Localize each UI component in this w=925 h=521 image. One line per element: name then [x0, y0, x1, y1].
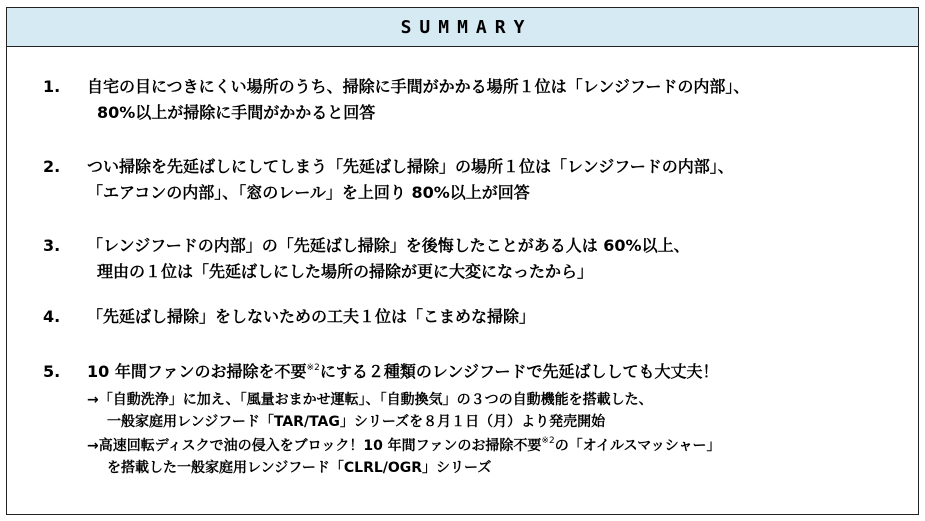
- summary-header: [7, 8, 918, 47]
- summary-item-4: [7, 304, 918, 332]
- summary-box: [6, 7, 919, 515]
- item-text-line1: つい掃除を先延ばしにしてしまう「先延ばし掃除」の場所１位は「レンジフードの内部」、: [87, 157, 734, 176]
- summary-title: SUMMARY: [400, 16, 533, 38]
- item-text-line1: 自宅の目につきにくい場所のうち、掃除に手間がかかる場所１位は「レンジフードの内部」、: [87, 77, 750, 96]
- footnote-marker: ※2: [306, 363, 320, 373]
- sub-item-1-line2: 一般家庭用レンジフード「TAR/TAG」シリーズを８月１日（月）より発売開始: [107, 414, 606, 430]
- summary-item-5: [7, 359, 918, 499]
- item-text-line2: 「エアコンの内部」、「窓のレール」を上回り 80%以上が回答: [87, 183, 530, 202]
- item-text-line1: 「レンジフードの内部」の「先延ばし掃除」を後悔したことがある人は 60%以上、: [87, 236, 690, 255]
- item-text-pre: 10 年間ファンのお掃除を不要: [87, 362, 307, 381]
- item-text-line1: 「先延ばし掃除」をしないための工夫１位は「こまめな掃除」: [87, 307, 536, 326]
- item-text-post: にする２種類のレンジフードで先延ばししても大丈夫！: [319, 362, 719, 381]
- sub-item-1-line1: →「自動洗浄」に加え、「風量おまかせ運転」、「自動換気」の３つの自動機能を搭載した、: [87, 392, 653, 408]
- sub-item-2-line2: を搭載した一般家庭用レンジフード「CLRL/OGR」シリーズ: [107, 460, 492, 476]
- summary-item-2: [7, 154, 918, 210]
- summary-item-1: [7, 74, 918, 130]
- item-number: 5.: [43, 362, 61, 381]
- footnote-marker: ※2: [541, 436, 555, 446]
- item-text-line1: [87, 359, 719, 385]
- item-number: 2.: [43, 157, 61, 176]
- item-text-line2: 80%以上が掃除に手間がかかると回答: [97, 103, 376, 122]
- summary-item-3: [7, 233, 918, 289]
- item-number: 3.: [43, 236, 61, 255]
- item-text-line2: 理由の１位は「先延ばしにした場所の掃除が更に大変になったから」: [97, 262, 594, 281]
- item-number: 4.: [43, 307, 61, 326]
- sub-item-2-line1: [87, 435, 720, 457]
- sub-text-post: の「オイルスマッシャー」: [554, 438, 721, 454]
- sub-text-pre: →高速回転ディスクで油の侵入をブロック！10 年間ファンのお掃除不要: [87, 438, 542, 454]
- item-number: 1.: [43, 77, 61, 96]
